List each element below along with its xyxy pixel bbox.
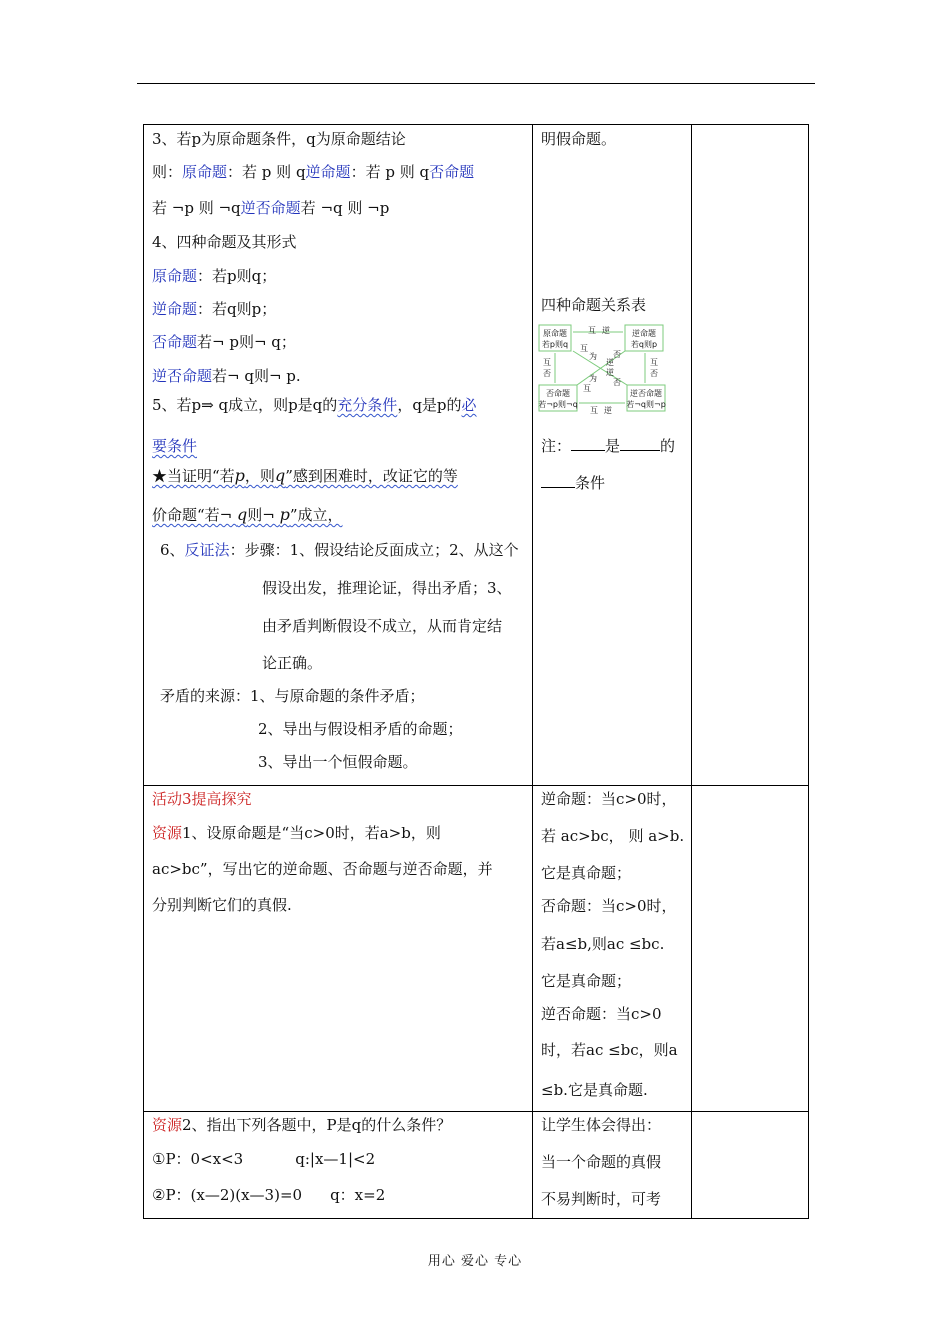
text-line: 当一个命题的真假 (541, 1153, 662, 1171)
text-line: ①P：0<x<3 q:|x—1|<2 (152, 1150, 376, 1168)
header-rule (137, 83, 815, 84)
fill-blank[interactable] (541, 473, 575, 488)
text-line: 逆否命题：当c>0 (541, 1005, 662, 1023)
section-heading: 4、四种命题及其形式 (152, 233, 297, 251)
text-line: 它是真命题； (541, 864, 632, 882)
text-line: ≤b.它是真命题. (541, 1081, 648, 1099)
term-sufficient: 充分条件 (337, 396, 398, 414)
form-line: 原命题：若p则q； (152, 267, 277, 285)
text-line: 资源2、指出下列各题中，P是q的什么条件？ (152, 1116, 452, 1134)
text-line: 5、若p⇒ q成立，则p是q的充分条件，q是p的必 (152, 396, 477, 414)
text-line: 3、导出一个恒假命题。 (258, 753, 418, 771)
diag-label: 互 (650, 358, 658, 367)
text-line: 则：原命题：若 p 则 q逆命题：若 p 则 q否命题 (152, 163, 475, 181)
text-line: 否命题：当c>0时， (541, 897, 677, 915)
fill-blank[interactable] (620, 436, 660, 451)
diag-label: 为 (589, 374, 597, 383)
text-line: 若 ¬p 则 ¬q逆否命题若 ¬q 则 ¬p (152, 199, 390, 217)
text-line: ②P：(x—2)(x—3)=0 q：x=2 (152, 1186, 386, 1204)
diagram-title: 四种命题关系表 (541, 296, 647, 314)
diag-label: 若p则q (541, 340, 569, 349)
diag-label: 为 (589, 352, 597, 361)
lesson-table (143, 124, 809, 1219)
diag-label: 若¬q则¬p (626, 400, 666, 409)
diag-label: 否 (543, 369, 551, 378)
text-line: 它是真命题； (541, 972, 632, 990)
text-line: 若 ac>bc， 则 a>b. (541, 827, 685, 845)
text-line: 2、导出与假设相矛盾的命题； (258, 720, 463, 738)
text-line: 要条件 (152, 437, 198, 455)
empty-cell (692, 125, 809, 786)
table-row (144, 125, 809, 786)
answer-cell (533, 1112, 692, 1219)
text-line: ★当证明“若p，则q”感到困难时，改证它的等 (152, 466, 458, 485)
diag-label: 互 (590, 406, 598, 415)
diag-label: 否 (613, 350, 621, 359)
text-line: 3、若p为原命题条件，q为原命题结论 (152, 130, 406, 148)
four-propositions-diagram (537, 323, 679, 418)
text-line: 明假命题。 (541, 130, 617, 148)
note-line: 条件 (541, 473, 605, 493)
diag-label: 逆 (604, 406, 612, 415)
notes-cell (533, 125, 692, 786)
text-line: 分别判断它们的真假. (152, 896, 292, 914)
diag-label: 逆否命题 (630, 389, 662, 398)
text-line: ac>bc”，写出它的逆命题、否命题与逆否命题，并 (152, 860, 493, 878)
form-line: 否命题若¬ p则¬ q； (152, 333, 296, 351)
text-line: 资源1、设原命题是“当c>0时，若a>b，则 (152, 824, 441, 842)
text-line: 不易判断时，可考 (541, 1190, 662, 1208)
diag-label: 互 (583, 384, 591, 393)
content-cell (144, 786, 533, 1112)
diag-label: 原命题 (543, 329, 567, 338)
diag-label: 逆 (606, 368, 614, 377)
diag-label: 若¬p则¬q (538, 400, 578, 409)
note-line: 注： 是 的 (541, 437, 676, 455)
text-line: 价命题“若¬ q则¬ p”成立， (152, 505, 343, 524)
text-line: 时，若ac ≤bc，则a (541, 1041, 678, 1059)
diag-label: 逆 (602, 326, 610, 335)
text-line: 由矛盾判断假设不成立，从而肯定结 (262, 617, 503, 635)
form-line: 逆否命题若¬ q则¬ p. (152, 367, 301, 385)
fill-blank[interactable] (571, 436, 605, 451)
diag-label: 否 (613, 378, 621, 387)
diag-label: 否 (650, 369, 658, 378)
term-contrapositive: 逆否命题 (240, 199, 301, 217)
empty-cell (692, 1112, 809, 1219)
diag-label: 互 (580, 344, 588, 353)
text-line: 让学生体会得出： (541, 1116, 662, 1134)
content-cell (144, 1112, 533, 1219)
table-row (144, 1112, 809, 1219)
text-line: 假设出发，推理论证，得出矛盾；3、 (262, 579, 512, 597)
content-cell (144, 125, 533, 786)
term-original: 原命题 (182, 163, 228, 181)
text-line: 论正确。 (262, 654, 323, 672)
page-footer: 用心 爱心 专心 (427, 1254, 523, 1269)
diag-label: 互 (588, 326, 596, 335)
term-proof-by-contradiction: 反证法 (184, 541, 230, 559)
activity-title: 活动3提高探究 (152, 790, 252, 808)
diag-label: 若q则p (630, 340, 658, 349)
text-line: 逆命题：当c>0时， (541, 790, 677, 808)
answer-cell (533, 786, 692, 1112)
text-line: 若a≤b,则ac ≤bc. (541, 935, 665, 953)
diag-label: 互 (543, 358, 551, 367)
term-inverse: 否命题 (429, 163, 475, 181)
term-converse: 逆命题 (305, 163, 351, 181)
term-necessary: 必 (461, 396, 477, 414)
diag-label: 否命题 (546, 389, 570, 398)
form-line: 逆命题：若q则p； (152, 300, 277, 318)
diag-label: 逆命题 (632, 329, 656, 338)
diag-label: 逆 (606, 358, 614, 367)
text-line: 6、反证法：步骤：1、假设结论反面成立；2、从这个 (160, 541, 519, 559)
table-row (144, 786, 809, 1112)
text-line: 矛盾的来源：1、与原命题的条件矛盾； (160, 687, 425, 705)
empty-cell (692, 786, 809, 1112)
